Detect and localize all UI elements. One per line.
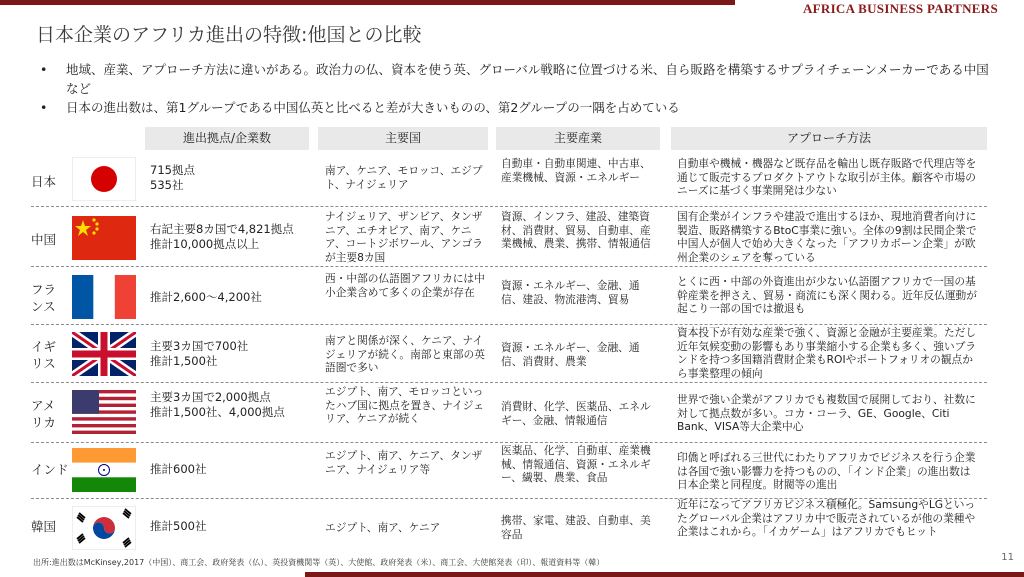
- page-number: 11: [1001, 552, 1014, 563]
- cell-approach: 自動車や機械・機器など既存品を輸出し既存販路で代理店等を通じて販売するプロダクトアウトな取引が主体。顧客や市場のニーズに基づく事業開発は少ない: [677, 157, 977, 197]
- cell-count: 推計500社: [150, 519, 207, 533]
- cell-main-countries: 南ア、ケニア、モロッコ、エジプト、ナイジェリア: [325, 164, 483, 191]
- cell-main-countries: エジプト、南ア、ケニア: [325, 521, 441, 534]
- bullet-marker: •: [40, 100, 48, 115]
- usa-flag: [72, 390, 136, 434]
- source-note: 出所:進出数はMcKinsey,2017（中国）、商工会、政府発表（仏）、英投資機関等（英）、大使館、政府発表（米）、商工会、大使館発表（印）、報道資料等（韓）: [33, 558, 605, 567]
- brand-logo-text: AFRICA BUSINESS PARTNERS: [802, 1, 998, 16]
- cell-approach: 近年になってアフリカビジネス積極化。SamsungやLGといったグローバル企業はアフリカ中で販売されているが他の業種や企業はこれから。「イカゲーム」はアフリカでもヒット: [677, 498, 976, 538]
- cell-approach: 印僑と呼ばれる三世代にわたりアフリカでビジネスを行う企業は各国で強い影響力を持つものの、「インド企業」の進出数は日本企業と同程度。財閥等の進出: [677, 451, 976, 491]
- column-header-approach: アプローチ方法: [671, 127, 987, 150]
- column-header-count: 進出拠点/企業数: [145, 127, 309, 150]
- column-header-countries: 主要国: [318, 127, 488, 150]
- cell-count: 主要3カ国で2,000拠点 推計1,500社、4,000拠点: [150, 390, 285, 419]
- cell-industries: 医薬品、化学、自動車、産業機械、情報通信、資源・エネルギー、繊製、農業、食品: [501, 444, 651, 484]
- bullet-marker: •: [40, 62, 48, 77]
- cell-industries: 資源・エネルギー、金融、通信、消費財、農業: [501, 341, 640, 368]
- cell-industries: 資源、インフラ、建設、建築資材、消費財、貿易、自動車、産業機械、農業、携帯、情報通信: [501, 210, 651, 250]
- france-flag: [72, 275, 136, 319]
- cell-approach: 資本投下が有効な産業で強く、資源と金融が主要産業。ただし近年気候変動の影響もあり事業縮小する企業も多く、強いブランドを持つ多国籍消費財企業もROIやポートフォリオの観点から事業整理の傾向: [677, 326, 977, 380]
- column-header-industries: 主要産業: [496, 127, 660, 150]
- bullet-list: [40, 60, 990, 117]
- bullet-text: 日本の進出数は、第1グループである中国仏英と比べると差が大きいものの、第2グループの一隅を占めている: [66, 100, 680, 115]
- row-label-korea: 韓国: [31, 519, 57, 534]
- cell-main-countries: 西・中部の仏語圏アフリカには中小企業含めて多くの企業が存在: [325, 272, 485, 299]
- row-label-uk: イギリス: [31, 339, 57, 371]
- cell-approach: 国有企業がインフラや建設で進出するほか、現地消費者向けに製造、販路構築するBtoC事業に強い。全体の9割は民間企業で中国人が個人で始め大きくなった「アフリカボーン企業」が欧州企業のシェアを奪っている: [677, 210, 977, 264]
- bullet-item: [40, 98, 990, 117]
- india-flag: [72, 448, 136, 492]
- bullet-item: [40, 60, 990, 98]
- korea-flag: [72, 506, 136, 550]
- bullet-text: 地域、産業、アプローチ方法に違いがある。政治力の仏、資本を使う英、グローバル戦略に位置づける米、自ら販路を構築するサプライチェーンメーカーである中国など: [66, 62, 989, 96]
- cell-count: 715拠点 535社: [150, 163, 195, 192]
- cell-main-countries: 南アと関係が深く、ケニア、ナイジェリアが続く。南部と東部の英語圏で多い: [325, 334, 485, 374]
- cell-main-countries: エジプト、南ア、モロッコといったハブ国に拠点を置き、ナイジェリア、ケニアが続く: [325, 385, 484, 425]
- page-title: 日本企業のアフリカ進出の特徴:他国との比較: [36, 24, 422, 46]
- cell-industries: 自動車・自動車関連、中古車、産業機械、資源・エネルギー: [501, 157, 651, 184]
- row-divider: [31, 206, 987, 207]
- top-accent-bar: [0, 0, 735, 5]
- cell-main-countries: ナイジェリア、ザンビア、タンザニア、エチオピア、南ア、ケニア、コートジボワール、アンゴラが主要8カ国: [325, 210, 483, 264]
- cell-count: 推計600社: [150, 462, 207, 476]
- cell-approach: とくに西・中部の外資進出が少ない仏語圏アフリカで一国の基幹産業を押さえ、貿易・商流にも深く関わる。近年反仏運動が起こり一部の国では撤退も: [677, 275, 977, 315]
- cell-approach: 世界で強い企業がアフリカでも複数国で展開しており、社数に対して拠点数が多い。コカ・コーラ、GE、Google、Citi Bank、VISA等大企業中心: [677, 393, 976, 433]
- cell-count: 主要3カ国で700社 推計1,500社: [150, 339, 249, 368]
- cell-count: 推計2,600～4,200社: [150, 290, 262, 304]
- cell-industries: 資源・エネルギー、金融、通信、建設、物流港湾、貿易: [501, 279, 640, 306]
- uk-flag: [72, 332, 136, 376]
- row-label-japan: 日本: [31, 174, 57, 189]
- cell-industries: 消費財、化学、医薬品、エネルギー、金融、情報通信: [501, 400, 651, 427]
- bottom-accent-bar: [305, 572, 1024, 577]
- row-label-usa: アメリカ: [31, 398, 56, 430]
- japan-flag: [72, 157, 136, 201]
- china-flag: [72, 216, 136, 260]
- cell-industries: 携帯、家電、建設、自動車、美容品: [501, 514, 651, 541]
- cell-count: 右記主要8カ国で4,821拠点 推計10,000拠点以上: [150, 222, 294, 251]
- row-label-france: フランス: [31, 282, 57, 314]
- row-divider: [31, 324, 987, 325]
- row-label-india: インド: [31, 462, 69, 477]
- row-divider: [31, 266, 987, 267]
- row-divider: [31, 382, 987, 383]
- row-label-china: 中国: [31, 232, 57, 247]
- row-divider: [31, 442, 987, 443]
- cell-main-countries: エジプト、南ア、ケニア、タンザニア、ナイジェリア等: [325, 449, 483, 476]
